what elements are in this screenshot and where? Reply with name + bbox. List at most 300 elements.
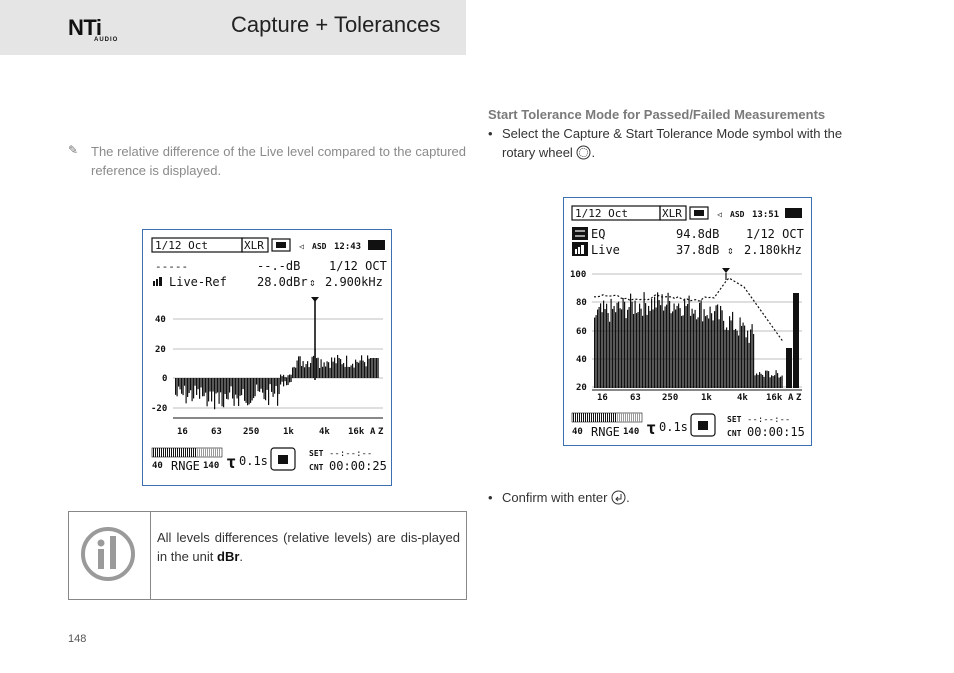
spectrum-bar	[241, 378, 242, 395]
meter-tick	[607, 413, 608, 422]
spectrum-bar	[767, 371, 768, 388]
spectrum-bar	[204, 378, 205, 396]
spectrum-bar	[713, 320, 714, 388]
spectrum-bar	[198, 378, 199, 389]
meter-tick	[187, 448, 188, 457]
x-tick-z: Z	[796, 393, 802, 403]
spectrum-bar	[340, 359, 341, 378]
spectrum-bar	[223, 378, 224, 407]
spectrum-bar	[663, 311, 664, 388]
spectrum-bar	[195, 378, 196, 386]
bullet-select-text	[502, 124, 842, 162]
spectrum-bar	[674, 304, 675, 388]
meter-tick	[163, 448, 164, 457]
meter-tick	[615, 413, 616, 422]
live-freq: 2.180kHz	[744, 243, 802, 257]
spectrum-bar	[666, 305, 667, 388]
spectrum-bar	[638, 312, 639, 388]
info-box	[68, 511, 467, 600]
spectrum-bar	[304, 367, 305, 378]
spectrum-bar	[782, 376, 783, 388]
spectrum-bar	[288, 375, 289, 385]
spectrum-bar	[768, 371, 769, 388]
spectrum-bar	[187, 378, 188, 397]
spectrum-bar	[720, 306, 721, 388]
spectrum-bar	[243, 378, 244, 389]
spectrum-bar	[726, 327, 727, 388]
spectrum-bar	[719, 319, 720, 388]
spectrum-bar	[660, 305, 661, 388]
spectrum-bar	[232, 378, 233, 399]
spectrum-bar	[612, 309, 613, 388]
spectrum-bar	[343, 363, 344, 378]
oct-label: 1/12 OCT	[329, 259, 387, 273]
spectrum-bar	[735, 329, 736, 388]
spectrum-bar	[734, 330, 735, 388]
spectrum-bar	[615, 312, 616, 388]
meter-tick	[201, 448, 202, 457]
meter-tick	[623, 413, 624, 422]
bars-icon	[153, 277, 162, 286]
meter-tick	[587, 413, 588, 422]
spectrum-bar	[702, 321, 703, 388]
spectrum-bar	[376, 358, 377, 378]
spectrum-bar	[367, 355, 368, 378]
spectrum-bar	[714, 311, 715, 388]
status-input: XLR	[244, 239, 264, 252]
spectrum-bar	[277, 378, 278, 406]
y-tick-0: 0	[162, 374, 168, 384]
spectrum-bar	[225, 378, 226, 394]
meter-tick	[595, 413, 596, 422]
x-tick-1k: 1k	[701, 393, 712, 403]
spectrum-bar	[271, 378, 272, 392]
spectrum-bar	[201, 378, 202, 387]
meter-tick	[581, 413, 582, 422]
spectrum-bar	[357, 362, 358, 378]
info-divider	[150, 512, 151, 599]
spectrum-bar	[366, 366, 367, 378]
spectrum-bar	[786, 348, 792, 388]
spectrum-bar	[692, 309, 693, 388]
spectrum-bar	[650, 311, 651, 388]
spectrum-bar	[256, 378, 257, 385]
rotary-wheel-icon	[576, 145, 591, 160]
range-lo: 40	[152, 461, 163, 471]
y-tick-80: 80	[576, 298, 587, 308]
eq-level: 94.8dB	[676, 227, 720, 241]
spectrum-bar	[746, 337, 747, 388]
spectrum-bar	[213, 378, 214, 392]
spectrum-bar	[334, 358, 335, 378]
spectrum-bar	[190, 378, 191, 390]
ref-label: -----	[155, 260, 189, 273]
spectrum-bar	[639, 304, 640, 388]
spectrum-bar	[262, 378, 263, 393]
spectrum-bar	[690, 316, 691, 388]
spectrum-bar	[611, 299, 612, 388]
spectrum-bar	[623, 298, 624, 388]
bullet2-text: Confirm with enter	[502, 490, 608, 505]
spectrum-bar	[316, 358, 317, 378]
spectrum-bar	[249, 378, 250, 404]
x-tick-16k: 16k	[348, 427, 365, 437]
bullet2-end: .	[626, 490, 630, 505]
meter-tick	[629, 413, 630, 422]
spectrum-bar	[618, 302, 619, 388]
spectrum-bar	[681, 316, 682, 388]
spectrum-bar	[240, 378, 241, 396]
spectrum-bar	[202, 378, 203, 396]
meter-tick	[633, 413, 634, 422]
info-icon	[80, 526, 136, 582]
range-label: RNGE	[171, 459, 200, 473]
eq-label: EQ	[591, 227, 606, 241]
spectrum-bar	[683, 315, 684, 388]
meter-tick	[159, 448, 160, 457]
spectrum-bar	[193, 378, 194, 398]
spectrum-bar	[693, 314, 694, 388]
spectrum-bar	[759, 372, 760, 388]
spectrum-bar	[641, 309, 642, 388]
spectrum-bar	[689, 296, 690, 388]
spectrum-bar	[668, 293, 669, 388]
spectrum-bar	[325, 366, 326, 378]
meter-tick	[171, 448, 172, 457]
spectrum-bar	[705, 316, 706, 388]
meter-tick	[183, 448, 184, 457]
spectrum-bar	[630, 294, 631, 388]
spectrum-bar	[608, 313, 609, 388]
meter-tick	[165, 448, 166, 457]
spectrum-bar	[765, 371, 766, 388]
spectrum-bar	[324, 362, 325, 378]
spectrum-bar	[680, 308, 681, 388]
spectrum-bar	[741, 326, 742, 388]
bullet-select-capture	[488, 124, 908, 164]
spectrum-bar	[708, 318, 709, 388]
spectrum-bar	[339, 358, 340, 378]
meter-tick	[611, 413, 612, 422]
bullet-dot: •	[488, 490, 493, 505]
spectrum-bar	[253, 378, 254, 398]
spectrum-bar	[345, 367, 346, 378]
cnt-label: CNT	[727, 429, 742, 438]
meter-tick	[153, 448, 154, 457]
spectrum-bar	[710, 307, 711, 388]
spectrum-bar	[217, 378, 218, 392]
spectrum-bar	[348, 367, 349, 378]
spectrum-bar	[247, 378, 248, 405]
spectrum-bar	[342, 364, 343, 378]
spectrum-bar	[226, 378, 227, 399]
spectrum-bar	[633, 314, 634, 388]
spectrum-bar	[235, 378, 236, 395]
spectrum-bar	[252, 378, 253, 400]
spectrum-bar	[756, 373, 757, 388]
meter-tick	[609, 413, 610, 422]
note-pen-icon: ✎	[68, 143, 79, 157]
eq-icon	[572, 227, 588, 240]
spectrum-bar	[360, 360, 361, 378]
spectrum-bar	[319, 368, 320, 378]
spectrum-bar	[744, 326, 745, 388]
spectrum-bar	[328, 362, 329, 378]
status-band: 1/12 Oct	[155, 239, 208, 252]
x-tick-63: 63	[211, 427, 222, 437]
spectrum-bar	[250, 378, 251, 403]
meter-tick	[185, 448, 186, 457]
spectrum-bar	[728, 330, 729, 388]
spectrum-bar	[686, 306, 687, 388]
spectrum-bar	[644, 292, 645, 388]
meter-tick	[175, 448, 176, 457]
spectrum-bar	[349, 367, 350, 378]
spectrum-bar	[698, 317, 699, 388]
spectrum-bar	[594, 318, 595, 388]
spectrum-bar	[614, 306, 615, 388]
spectrum-bar	[704, 309, 705, 388]
cnt-value: 00:00:15	[747, 425, 805, 439]
spectrum-bar	[298, 356, 299, 378]
meter-tick	[205, 448, 206, 457]
spectrum-bar	[672, 311, 673, 388]
spectrum-bar	[205, 378, 206, 393]
meter-tick	[621, 413, 622, 422]
spectrum-bar	[337, 355, 338, 378]
rotary-arrows-icon: ⇕	[727, 244, 734, 257]
spectrum-bar	[313, 356, 314, 378]
spectrum-bar	[761, 374, 762, 388]
spectrum-bar	[675, 310, 676, 388]
note-text: The relative difference of the Live level compared to the captured reference is displayed.	[91, 144, 466, 178]
x-tick-a: A	[788, 393, 794, 403]
spectrum-bar	[300, 356, 301, 378]
spectrum-bar	[793, 293, 799, 388]
spectrum-bar	[656, 307, 657, 388]
ref-level: --.-dB	[257, 259, 301, 273]
spectrum-bar	[372, 358, 373, 378]
spectrum-bar	[295, 368, 296, 378]
live-ref-level: 28.0dBr	[257, 275, 308, 289]
spectrum-bar	[695, 310, 696, 388]
meter-tick	[637, 413, 638, 422]
spectrum-bar	[642, 316, 643, 388]
spectrum-bar	[603, 301, 604, 388]
spectrum-bar	[285, 377, 286, 381]
spectrum-bar	[722, 310, 723, 388]
spectrum-bar	[327, 361, 328, 378]
bullet-confirm-enter	[488, 488, 788, 508]
live-bars-icon	[572, 242, 588, 256]
spectrum-bar	[330, 368, 331, 378]
spectrum-bar	[303, 361, 304, 378]
x-tick-a: A	[370, 427, 376, 437]
spectrum-bar	[274, 378, 275, 394]
spectrum-bar	[294, 367, 295, 378]
set-value: --:--:--	[329, 449, 373, 459]
spectrum-bar	[220, 378, 221, 392]
spectrum-bar	[701, 300, 702, 388]
spectrum-bar	[632, 302, 633, 388]
spectrum-bar	[609, 322, 610, 388]
spectrum-bar	[711, 313, 712, 388]
spectrum-bar	[651, 299, 652, 388]
range-lo: 40	[572, 427, 583, 437]
spectrum-bar	[369, 359, 370, 378]
meter-tick	[591, 413, 592, 422]
meter-tick	[575, 413, 576, 422]
set-value: --:--:--	[747, 415, 791, 425]
x-tick-16: 16	[597, 393, 608, 403]
bullet-confirm-text	[502, 488, 630, 507]
spectrum-bar	[716, 305, 717, 388]
meter-tick	[219, 448, 220, 457]
page-number: 148	[68, 633, 87, 645]
spectrum-bar	[238, 378, 239, 406]
status-band: 1/12 Oct	[575, 207, 628, 220]
spectrum-bar	[301, 366, 302, 378]
spectrum-bar	[246, 378, 247, 403]
spectrum-bar	[229, 378, 230, 393]
meter-tick	[169, 448, 170, 457]
cursor-marker	[722, 268, 730, 273]
spectrum-bar	[279, 378, 280, 394]
spectrum-bar	[270, 378, 271, 384]
spectrum-bar	[635, 301, 636, 388]
meter-tick	[599, 413, 600, 422]
spectrum-bar	[743, 323, 744, 388]
meter-tick	[177, 448, 178, 457]
y-tick-20: 20	[155, 345, 166, 355]
spectrum-bar	[273, 378, 274, 397]
meter-tick	[619, 413, 620, 422]
range-meter	[572, 413, 642, 422]
spectrum-bar	[189, 378, 190, 393]
spectrum-bar	[780, 377, 781, 388]
page-title: Capture + Tolerances	[231, 12, 441, 37]
x-tick-1k: 1k	[283, 427, 294, 437]
spectrum-bar	[605, 309, 606, 388]
x-tick-16k: 16k	[766, 393, 783, 403]
y-tick-60: 60	[576, 327, 587, 337]
spectrum-bar	[740, 317, 741, 388]
spectrum-bar	[723, 321, 724, 388]
spectrum-bar	[762, 375, 763, 388]
meter-tick	[579, 413, 580, 422]
live-ref-freq: 2.900kHz	[325, 275, 383, 289]
device-screen-live-ref	[142, 229, 392, 486]
meter-tick	[179, 448, 180, 457]
spectrum-bar	[653, 309, 654, 388]
spectrum-bar	[280, 375, 281, 385]
status-input: XLR	[662, 207, 682, 220]
spectrum-bar	[771, 375, 772, 388]
logo-text: NTi	[68, 15, 102, 40]
spectrum-bar	[346, 356, 347, 378]
x-tick-z: Z	[378, 427, 384, 437]
spectrum-bar	[321, 359, 322, 378]
spectrum-bar	[687, 304, 688, 388]
spectrum-bar	[322, 367, 323, 378]
spectrum-bar	[282, 376, 283, 382]
spectrum-bar	[258, 378, 259, 391]
spectrum-bar	[259, 378, 260, 392]
spectrum-bar	[283, 375, 284, 387]
spectrum-bar	[306, 364, 307, 378]
nti-audio-logo	[68, 17, 128, 45]
spectrum-bar	[764, 377, 765, 388]
range-hi: 140	[623, 427, 640, 437]
spectrum-bar	[677, 306, 678, 388]
spectrum-bar	[659, 300, 660, 388]
spectrum-bar	[729, 316, 730, 388]
tau-icon: τ	[226, 453, 237, 473]
spectrum-bar	[178, 378, 179, 387]
y-tick-minus20: -20	[151, 404, 168, 414]
spectrum-bar	[684, 299, 685, 388]
spectrum-bar	[645, 303, 646, 388]
spectrum-bar	[707, 315, 708, 388]
spectrum-bar	[758, 375, 759, 388]
meter-tick	[583, 413, 584, 422]
spectrum-bar	[268, 378, 269, 405]
spectrum-bar	[749, 343, 750, 388]
spectrum-bar	[351, 365, 352, 378]
spectrum-bar	[199, 378, 200, 399]
rotary-arrows-icon: ⇕	[309, 276, 316, 289]
spectrum-bars	[175, 349, 379, 409]
spectrum-bar	[276, 378, 277, 386]
bullet-dot: •	[488, 126, 493, 141]
set-label: SET	[727, 415, 742, 424]
meter-tick	[195, 448, 196, 457]
spectrum-bar	[355, 360, 356, 378]
info-unit: dBr	[217, 549, 240, 564]
spectrum-bar	[755, 375, 756, 388]
speaker-icon: ◁	[717, 210, 722, 219]
meter-tick	[193, 448, 194, 457]
meter-tick	[181, 448, 182, 457]
spectrum-bar	[180, 378, 181, 389]
spectrum-bar	[671, 313, 672, 388]
spectrum-bar	[331, 357, 332, 378]
stop-icon	[278, 455, 288, 464]
spectrum-bar	[364, 362, 365, 378]
range-hi: 140	[203, 461, 220, 471]
meter-tick	[577, 413, 578, 422]
meter-tick	[635, 413, 636, 422]
spectrum-bar	[297, 360, 298, 378]
spectrum-bar	[352, 364, 353, 378]
spectrum-bar	[378, 358, 379, 378]
spectrum-bar	[753, 334, 754, 388]
spectrum-bar	[678, 303, 679, 388]
meter-tick	[173, 448, 174, 457]
spectrum-bar	[307, 361, 308, 378]
spectrum-bar	[699, 303, 700, 388]
spectrum-bar	[662, 294, 663, 388]
spectrum-bar	[264, 378, 265, 399]
spectrum-bar	[184, 378, 185, 386]
meter-tick	[167, 448, 168, 457]
x-tick-63: 63	[630, 393, 641, 403]
x-tick-4k: 4k	[737, 393, 748, 403]
spectrum-bar	[654, 297, 655, 388]
info-text-end: .	[239, 549, 244, 564]
spectrum-bar	[244, 378, 245, 401]
spectrum-bar	[624, 302, 625, 388]
